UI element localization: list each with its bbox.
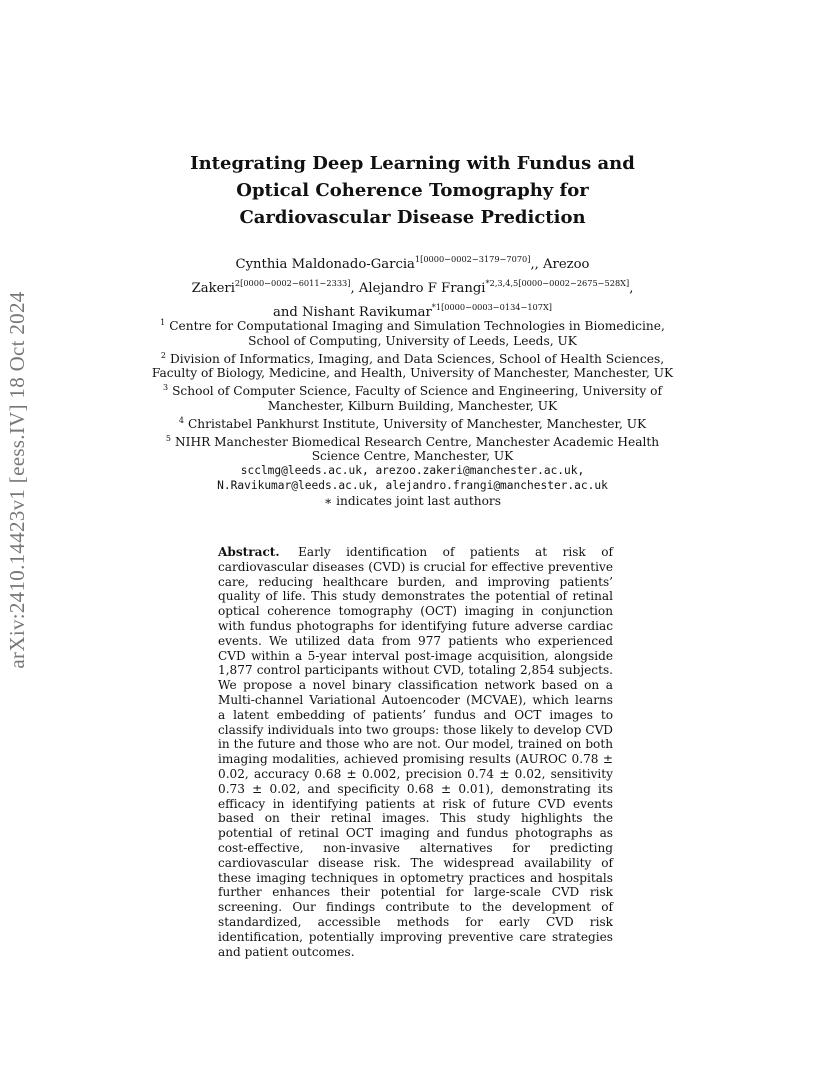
affiliation-text: School of Computing, University of Leeds, Leeds, UK bbox=[248, 333, 577, 348]
author-orcid: 1[0000−0002−3179−7070] bbox=[414, 254, 531, 264]
author-separator: ,, Arezoo bbox=[530, 257, 590, 272]
author-orcid: *2,3,4,5[0000−0002−2675−528X] bbox=[485, 278, 630, 288]
author-orcid: *1[0000−0003−0134−107X] bbox=[431, 302, 553, 312]
email-list: scclmg@leeds.ac.uk, arezoo.zakeri@manchester.ac.uk, bbox=[240, 464, 585, 478]
title-line: Optical Coherence Tomography for bbox=[236, 180, 589, 201]
affiliation-text: Christabel Pankhurst Institute, University of Manchester, Manchester, UK bbox=[187, 416, 647, 431]
author-name: Cynthia Maldonado-Garcia bbox=[235, 257, 415, 272]
affiliations bbox=[150, 316, 675, 509]
affiliation-number: 2 bbox=[160, 350, 166, 360]
abstract bbox=[218, 545, 613, 959]
author-name: , Alejandro F Frangi bbox=[350, 281, 486, 296]
affiliation-number: 1 bbox=[160, 318, 166, 327]
affiliation-number: 3 bbox=[162, 383, 169, 393]
joint-authors-note: ∗ indicates joint last authors bbox=[323, 493, 502, 508]
title-line: Cardiovascular Disease Prediction bbox=[239, 207, 586, 228]
affiliation-text: Faculty of Biology, Medicine, and Health, University of Manchester, Manchester, UK bbox=[151, 366, 674, 381]
affiliation-text: Centre for Computational Imaging and Simulation Technologies in Biomedicine, bbox=[169, 319, 665, 333]
paper-title bbox=[150, 150, 675, 231]
affiliation-text: NIHR Manchester Biomedical Research Centre, Manchester Academic Health bbox=[174, 434, 660, 449]
affiliation-number: 5 bbox=[165, 433, 171, 443]
affiliation-text: Science Centre, Manchester, UK bbox=[311, 449, 514, 464]
email-list: N.Ravikumar@leeds.ac.uk, alejandro.frangi@manchester.ac.uk bbox=[217, 478, 608, 492]
author-separator: , bbox=[629, 281, 634, 296]
affiliation-text: Manchester, Kilburn Building, Manchester, UK bbox=[267, 398, 558, 413]
arxiv-identifier: arXiv:2410.14423v1 [eess.IV] 18 Oct 2024 bbox=[5, 291, 29, 669]
affiliation-number: 4 bbox=[178, 415, 184, 425]
title-line: Integrating Deep Learning with Fundus and bbox=[190, 153, 635, 174]
abstract-label: Abstract. bbox=[218, 545, 280, 559]
affiliation-text: School of Computer Science, Faculty of Science and Engineering, University of bbox=[172, 384, 662, 399]
author-list bbox=[150, 250, 675, 322]
abstract-text: Early identification of patients at risk of cardiovascular diseases (CVD) is crucial for effective preventive care, reducing healthcare burden, and improving patients’ quality of life. This study demonstrates the potential of retinal optical coherence tomography (OCT) imaging in conjunction with fundus photographs for identifying future adverse cardiac events. We utilized data from 977 patients who experienced CVD within a 5-year interval post-image acquisition, alongside 1,877 control participants without CVD, totaling 2,854 subjects. We propose a novel binary classification network based on a Multi-channel Variational Autoencoder (MCVAE), which learns a latent embedding of patients’ fundus and OCT images to classify individuals into two groups: those likely to develop CVD in the future and those who are not. Our model, trained on both imaging modalities, achieved promising results (AUROC 0.78 ± 0.02, accuracy 0.68 ± 0.002, precision 0.74 ± 0.02, sensitivity 0.73 ± 0.02, and specificity 0.68 ± 0.01), demonstrating its efficacy in identifying patients at risk of future CVD events based on their retinal images. This study highlights the potential of retinal OCT imaging and fundus photographs as cost-effective, non-invasive alternatives for predicting cardiovascular disease risk. The widespread availability of these imaging techniques in optometry practices and hospitals further enhances their potential for large-scale CVD risk screening. Our findings contribute to the development of standardized, accessible methods for early CVD risk identification, potentially improving preventive care strategies and patient outcomes. bbox=[218, 545, 613, 959]
affiliation-text: Division of Informatics, Imaging, and Data Sciences, School of Health Sciences, bbox=[170, 351, 665, 366]
author-name: and Nishant Ravikumar bbox=[272, 305, 432, 320]
author-name: Zakeri bbox=[191, 281, 235, 296]
author-orcid: 2[0000−0002−6011−2333] bbox=[234, 278, 351, 288]
